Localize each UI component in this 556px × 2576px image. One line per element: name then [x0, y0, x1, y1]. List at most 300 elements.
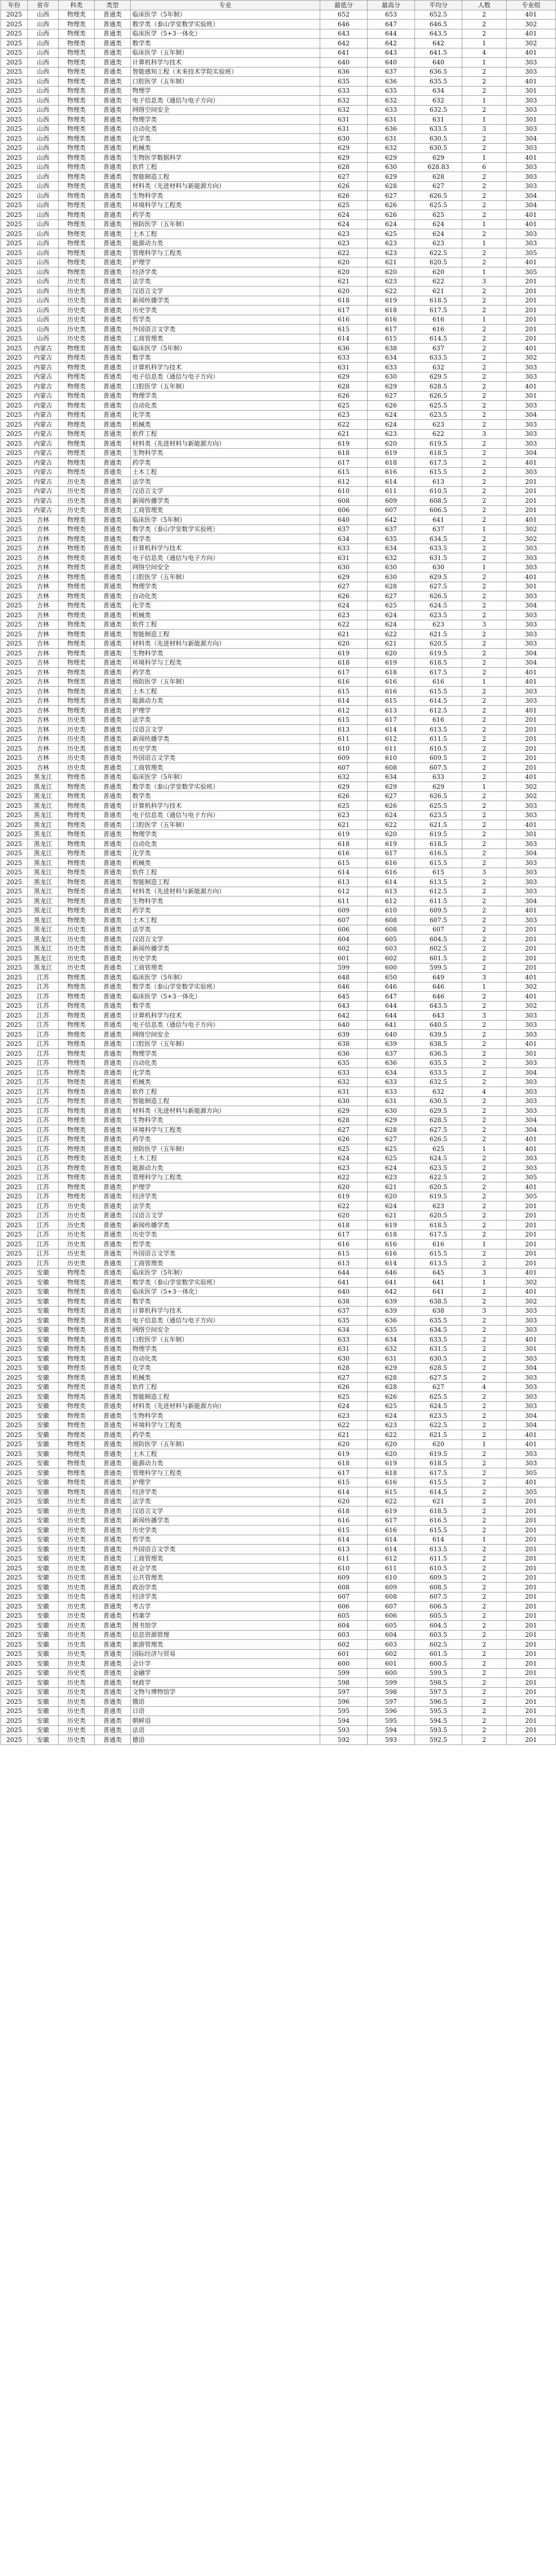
subject-track-cell: 历史类 [59, 1240, 95, 1249]
min-score-cell: 625 [320, 401, 368, 411]
count-cell: 2 [462, 1592, 507, 1602]
min-score-cell: 616 [320, 677, 368, 687]
admission-type-cell: 普通类 [95, 868, 131, 877]
table-row [1, 706, 556, 716]
subject-track-cell: 物理类 [59, 515, 95, 525]
subject-track-cell: 物理类 [59, 591, 95, 601]
avg-score-cell: 633.5 [415, 353, 462, 363]
major-cell: 机械类 [131, 858, 320, 868]
admission-type-cell: 普通类 [95, 963, 131, 973]
province-cell: 安徽 [28, 1535, 59, 1545]
admission-type-cell: 普通类 [95, 124, 131, 134]
province-cell: 江苏 [28, 1125, 59, 1135]
year-cell: 2025 [1, 105, 28, 115]
major-group-cell: 304 [507, 1125, 556, 1135]
province-cell: 黑龙江 [28, 801, 59, 811]
year-cell: 2025 [1, 258, 28, 267]
year-cell: 2025 [1, 887, 28, 896]
max-score-cell: 642 [368, 39, 415, 48]
major-group-cell: 303 [507, 839, 556, 849]
count-cell: 2 [462, 1602, 507, 1612]
count-cell: 2 [462, 1678, 507, 1688]
major-cell: 软件工程 [131, 1087, 320, 1097]
major-group-cell: 303 [507, 1011, 556, 1021]
max-score-cell: 620 [368, 439, 415, 449]
major-group-cell: 201 [507, 486, 556, 496]
subject-track-cell: 物理类 [59, 1278, 95, 1287]
province-cell: 江苏 [28, 1068, 59, 1078]
province-cell: 江苏 [28, 1001, 59, 1011]
max-score-cell: 615 [368, 696, 415, 706]
table-row [1, 1144, 556, 1154]
major-cell: 新闻传播学类 [131, 496, 320, 506]
major-cell: 软件工程 [131, 162, 320, 172]
major-cell: 物理学类 [131, 829, 320, 839]
avg-score-cell: 642 [415, 39, 462, 48]
min-score-cell: 616 [320, 1516, 368, 1526]
major-cell: 预防医学（五年制） [131, 1144, 320, 1154]
table-row [1, 296, 556, 306]
avg-score-cell: 620.5 [415, 1182, 462, 1192]
province-cell: 吉林 [28, 763, 59, 773]
major-group-cell: 305 [507, 1487, 556, 1497]
subject-track-cell: 物理类 [59, 1020, 95, 1030]
province-cell: 安徽 [28, 1725, 59, 1735]
table-row [1, 982, 556, 992]
year-cell: 2025 [1, 1583, 28, 1592]
min-score-cell: 620 [320, 1182, 368, 1192]
province-cell: 山西 [28, 20, 59, 29]
table-row [1, 1621, 556, 1631]
admission-type-cell: 普通类 [95, 1459, 131, 1468]
province-cell: 山西 [28, 124, 59, 134]
major-group-cell: 303 [507, 1382, 556, 1392]
avg-score-cell: 599.5 [415, 1668, 462, 1678]
year-cell: 2025 [1, 1678, 28, 1688]
max-score-cell: 644 [368, 1001, 415, 1011]
min-score-cell: 624 [320, 219, 368, 229]
major-group-cell: 304 [507, 200, 556, 210]
min-score-cell: 618 [320, 1459, 368, 1468]
major-group-cell: 303 [507, 429, 556, 439]
subject-track-cell: 历史类 [59, 1735, 95, 1745]
max-score-cell: 608 [368, 763, 415, 773]
major-cell: 自动化类 [131, 401, 320, 411]
major-group-cell: 201 [507, 1201, 556, 1211]
admission-type-cell: 普通类 [95, 1668, 131, 1678]
count-cell: 2 [462, 505, 507, 515]
avg-score-cell: 626.5 [415, 791, 462, 801]
avg-score-cell: 595.5 [415, 1706, 462, 1716]
table-row [1, 1697, 556, 1707]
year-cell: 2025 [1, 877, 28, 887]
max-score-cell: 624 [368, 420, 415, 430]
max-score-cell: 650 [368, 973, 415, 982]
year-cell: 2025 [1, 67, 28, 77]
avg-score-cell: 638.5 [415, 1039, 462, 1049]
admission-type-cell: 普通类 [95, 1430, 131, 1440]
major-cell: 智能制造工程 [131, 630, 320, 639]
subject-track-cell: 历史类 [59, 1554, 95, 1564]
year-cell: 2025 [1, 1096, 28, 1106]
subject-track-cell: 物理类 [59, 448, 95, 458]
subject-track-cell: 物理类 [59, 973, 95, 982]
table-row [1, 429, 556, 439]
year-cell: 2025 [1, 344, 28, 353]
major-group-cell: 303 [507, 858, 556, 868]
avg-score-cell: 633 [415, 772, 462, 782]
max-score-cell: 646 [368, 982, 415, 992]
major-group-cell: 401 [507, 572, 556, 582]
province-cell: 山西 [28, 315, 59, 325]
count-cell: 1 [462, 153, 507, 163]
max-score-cell: 619 [368, 1506, 415, 1516]
count-cell: 2 [462, 1125, 507, 1135]
year-cell: 2025 [1, 1382, 28, 1392]
subject-track-cell: 物理类 [59, 524, 95, 534]
min-score-cell: 646 [320, 20, 368, 29]
subject-track-cell: 物理类 [59, 191, 95, 201]
avg-score-cell: 615 [415, 868, 462, 877]
admission-type-cell: 普通类 [95, 505, 131, 515]
avg-score-cell: 638 [415, 1306, 462, 1316]
year-cell: 2025 [1, 1144, 28, 1154]
count-cell: 2 [462, 258, 507, 267]
year-cell: 2025 [1, 1497, 28, 1506]
max-score-cell: 625 [368, 601, 415, 611]
avg-score-cell: 616 [415, 1240, 462, 1249]
count-cell: 2 [462, 1554, 507, 1564]
table-row [1, 1592, 556, 1602]
province-cell: 江苏 [28, 1039, 59, 1049]
avg-score-cell: 636.5 [415, 67, 462, 77]
major-group-cell: 201 [507, 296, 556, 306]
header-max-score: 最高分 [368, 1, 415, 10]
major-cell: 数学类 [131, 1297, 320, 1307]
major-cell: 药学类 [131, 210, 320, 220]
min-score-cell: 609 [320, 906, 368, 916]
avg-score-cell: 632 [415, 96, 462, 106]
subject-track-cell: 历史类 [59, 1687, 95, 1697]
major-group-cell: 303 [507, 1163, 556, 1173]
province-cell: 吉林 [28, 620, 59, 630]
subject-track-cell: 物理类 [59, 1001, 95, 1011]
admission-type-cell: 普通类 [95, 944, 131, 954]
year-cell: 2025 [1, 763, 28, 773]
year-cell: 2025 [1, 1249, 28, 1259]
avg-score-cell: 604.5 [415, 1621, 462, 1631]
province-cell: 山西 [28, 105, 59, 115]
min-score-cell: 614 [320, 696, 368, 706]
major-group-cell: 303 [507, 916, 556, 925]
count-cell: 2 [462, 1716, 507, 1726]
max-score-cell: 632 [368, 96, 415, 106]
avg-score-cell: 623.5 [415, 810, 462, 820]
province-cell: 山西 [28, 77, 59, 87]
major-cell: 新闻传播学类 [131, 944, 320, 954]
avg-score-cell: 643 [415, 1011, 462, 1021]
year-cell: 2025 [1, 1087, 28, 1097]
year-cell: 2025 [1, 1192, 28, 1201]
year-cell: 2025 [1, 1278, 28, 1287]
province-cell: 安徽 [28, 1630, 59, 1640]
province-cell: 吉林 [28, 668, 59, 677]
min-score-cell: 619 [320, 439, 368, 449]
max-score-cell: 595 [368, 1716, 415, 1726]
subject-track-cell: 物理类 [59, 172, 95, 182]
max-score-cell: 602 [368, 1649, 415, 1659]
major-group-cell: 201 [507, 477, 556, 487]
admission-type-cell: 普通类 [95, 1526, 131, 1535]
count-cell: 2 [462, 1468, 507, 1478]
max-score-cell: 617 [368, 325, 415, 334]
subject-track-cell: 历史类 [59, 1621, 95, 1631]
admission-type-cell: 普通类 [95, 668, 131, 677]
avg-score-cell: 596.5 [415, 1697, 462, 1707]
count-cell: 2 [462, 439, 507, 449]
major-group-cell: 201 [507, 963, 556, 973]
max-score-cell: 616 [368, 1478, 415, 1487]
year-cell: 2025 [1, 1221, 28, 1230]
subject-track-cell: 历史类 [59, 1221, 95, 1230]
admission-type-cell: 普通类 [95, 325, 131, 334]
count-cell: 2 [462, 1735, 507, 1745]
major-group-cell: 303 [507, 553, 556, 563]
province-cell: 吉林 [28, 639, 59, 649]
subject-track-cell: 物理类 [59, 1354, 95, 1364]
major-group-cell: 201 [507, 1526, 556, 1535]
avg-score-cell: 625.5 [415, 1392, 462, 1402]
table-row [1, 1487, 556, 1497]
subject-track-cell: 物理类 [59, 801, 95, 811]
min-score-cell: 620 [320, 267, 368, 277]
min-score-cell: 629 [320, 372, 368, 382]
major-group-cell: 303 [507, 172, 556, 182]
year-cell: 2025 [1, 544, 28, 553]
major-cell: 德语 [131, 1735, 320, 1745]
major-cell: 自动化类 [131, 839, 320, 849]
admission-type-cell: 普通类 [95, 1382, 131, 1392]
min-score-cell: 611 [320, 1554, 368, 1564]
count-cell: 2 [462, 591, 507, 601]
max-score-cell: 618 [368, 458, 415, 468]
major-group-cell: 401 [507, 1134, 556, 1144]
major-group-cell: 201 [507, 496, 556, 506]
avg-score-cell: 649 [415, 973, 462, 982]
min-score-cell: 636 [320, 344, 368, 353]
admission-type-cell: 普通类 [95, 1268, 131, 1278]
min-score-cell: 599 [320, 1668, 368, 1678]
major-cell: 药学类 [131, 906, 320, 916]
count-cell: 2 [462, 1316, 507, 1326]
province-cell: 内蒙古 [28, 344, 59, 353]
major-group-cell: 201 [507, 1592, 556, 1602]
major-group-cell: 304 [507, 1363, 556, 1373]
admission-type-cell: 普通类 [95, 420, 131, 430]
count-cell: 2 [462, 200, 507, 210]
admission-type-cell: 普通类 [95, 1621, 131, 1631]
year-cell: 2025 [1, 1115, 28, 1125]
year-cell: 2025 [1, 1363, 28, 1373]
major-cell: 临床医学（5+3一体化） [131, 29, 320, 39]
max-score-cell: 623 [368, 429, 415, 439]
subject-track-cell: 物理类 [59, 829, 95, 839]
major-cell: 网络空间安全 [131, 563, 320, 572]
year-cell: 2025 [1, 1478, 28, 1487]
major-cell: 生物科学类 [131, 448, 320, 458]
year-cell: 2025 [1, 277, 28, 286]
major-cell: 社会学类 [131, 1564, 320, 1573]
year-cell: 2025 [1, 505, 28, 515]
subject-track-cell: 物理类 [59, 162, 95, 172]
avg-score-cell: 621 [415, 1497, 462, 1506]
year-cell: 2025 [1, 1716, 28, 1726]
avg-score-cell: 607.5 [415, 1592, 462, 1602]
major-group-cell: 303 [507, 181, 556, 191]
subject-track-cell: 物理类 [59, 1039, 95, 1049]
major-cell: 环境科学与工程类 [131, 658, 320, 668]
subject-track-cell: 历史类 [59, 286, 95, 296]
year-cell: 2025 [1, 1640, 28, 1650]
min-score-cell: 622 [320, 248, 368, 258]
min-score-cell: 605 [320, 1611, 368, 1621]
major-cell: 土木工程 [131, 229, 320, 239]
max-score-cell: 619 [368, 1221, 415, 1230]
province-cell: 安徽 [28, 1640, 59, 1650]
table-row [1, 1278, 556, 1287]
table-row [1, 829, 556, 839]
count-cell: 4 [462, 1382, 507, 1392]
admission-type-cell: 普通类 [95, 1649, 131, 1659]
min-score-cell: 601 [320, 1649, 368, 1659]
major-cell: 数学类（泰山学堂数学实验班） [131, 524, 320, 534]
subject-track-cell: 物理类 [59, 458, 95, 468]
year-cell: 2025 [1, 1134, 28, 1144]
province-cell: 山西 [28, 277, 59, 286]
major-group-cell: 401 [507, 153, 556, 163]
count-cell: 2 [462, 372, 507, 382]
province-cell: 安徽 [28, 1487, 59, 1497]
major-group-cell: 201 [507, 753, 556, 763]
major-group-cell: 401 [507, 1268, 556, 1278]
major-group-cell: 201 [507, 1611, 556, 1621]
min-score-cell: 629 [320, 572, 368, 582]
major-group-cell: 303 [507, 877, 556, 887]
major-group-cell: 303 [507, 887, 556, 896]
year-cell: 2025 [1, 973, 28, 982]
count-cell: 2 [462, 1611, 507, 1621]
year-cell: 2025 [1, 1487, 28, 1497]
major-group-cell: 201 [507, 1554, 556, 1564]
admission-type-cell: 普通类 [95, 67, 131, 77]
count-cell: 2 [462, 105, 507, 115]
max-score-cell: 624 [368, 620, 415, 630]
major-cell: 材料类（先进材料与新能源方向） [131, 439, 320, 449]
min-score-cell: 638 [320, 1039, 368, 1049]
admission-type-cell: 普通类 [95, 1373, 131, 1383]
major-cell: 政治学类 [131, 1583, 320, 1592]
major-cell: 数学类（泰山学堂数学实验班） [131, 20, 320, 29]
min-score-cell: 629 [320, 143, 368, 153]
subject-track-cell: 历史类 [59, 1668, 95, 1678]
province-cell: 江苏 [28, 1249, 59, 1259]
table-row [1, 325, 556, 334]
major-group-cell: 303 [507, 401, 556, 411]
province-cell: 安徽 [28, 1287, 59, 1297]
province-cell: 山西 [28, 296, 59, 306]
avg-score-cell: 616 [415, 677, 462, 687]
table-row [1, 639, 556, 649]
min-score-cell: 608 [320, 1583, 368, 1592]
avg-score-cell: 620.5 [415, 258, 462, 267]
table-row [1, 992, 556, 1002]
avg-score-cell: 601.5 [415, 1649, 462, 1659]
province-cell: 安徽 [28, 1278, 59, 1287]
min-score-cell: 606 [320, 505, 368, 515]
table-row [1, 858, 556, 868]
year-cell: 2025 [1, 1125, 28, 1135]
count-cell: 2 [462, 801, 507, 811]
min-score-cell: 614 [320, 1487, 368, 1497]
avg-score-cell: 624 [415, 219, 462, 229]
count-cell: 1 [462, 1240, 507, 1249]
avg-score-cell: 620 [415, 267, 462, 277]
min-score-cell: 626 [320, 1382, 368, 1392]
province-cell: 安徽 [28, 1602, 59, 1612]
max-score-cell: 653 [368, 10, 415, 20]
major-cell: 物理学类 [131, 1049, 320, 1059]
max-score-cell: 625 [368, 1154, 415, 1163]
year-cell: 2025 [1, 10, 28, 20]
province-cell: 山西 [28, 286, 59, 296]
avg-score-cell: 630.5 [415, 1354, 462, 1364]
admission-type-cell: 普通类 [95, 1344, 131, 1354]
table-row [1, 1363, 556, 1373]
max-score-cell: 624 [368, 1163, 415, 1173]
avg-score-cell: 633.5 [415, 124, 462, 134]
min-score-cell: 626 [320, 591, 368, 601]
max-score-cell: 637 [368, 1049, 415, 1059]
table-row [1, 963, 556, 973]
major-cell: 临床医学（五年制） [131, 48, 320, 58]
major-cell: 数学类 [131, 353, 320, 363]
avg-score-cell: 615.5 [415, 858, 462, 868]
major-cell: 生物科学类 [131, 1115, 320, 1125]
year-cell: 2025 [1, 591, 28, 601]
major-cell: 工商管理类 [131, 334, 320, 344]
subject-track-cell: 物理类 [59, 200, 95, 210]
major-group-cell: 201 [507, 1259, 556, 1268]
max-score-cell: 600 [368, 963, 415, 973]
max-score-cell: 610 [368, 906, 415, 916]
year-cell: 2025 [1, 1564, 28, 1573]
min-score-cell: 624 [320, 1154, 368, 1163]
subject-track-cell: 物理类 [59, 429, 95, 439]
major-group-cell: 401 [507, 973, 556, 982]
major-cell: 信息资源管理 [131, 1630, 320, 1640]
table-row [1, 1240, 556, 1249]
admission-type-cell: 普通类 [95, 1363, 131, 1373]
min-score-cell: 616 [320, 315, 368, 325]
major-group-cell: 302 [507, 353, 556, 363]
subject-track-cell: 历史类 [59, 1259, 95, 1268]
province-cell: 黑龙江 [28, 954, 59, 963]
major-cell: 土木工程 [131, 467, 320, 477]
max-score-cell: 623 [368, 277, 415, 286]
year-cell: 2025 [1, 1687, 28, 1697]
table-row [1, 601, 556, 611]
major-group-cell: 303 [507, 439, 556, 449]
